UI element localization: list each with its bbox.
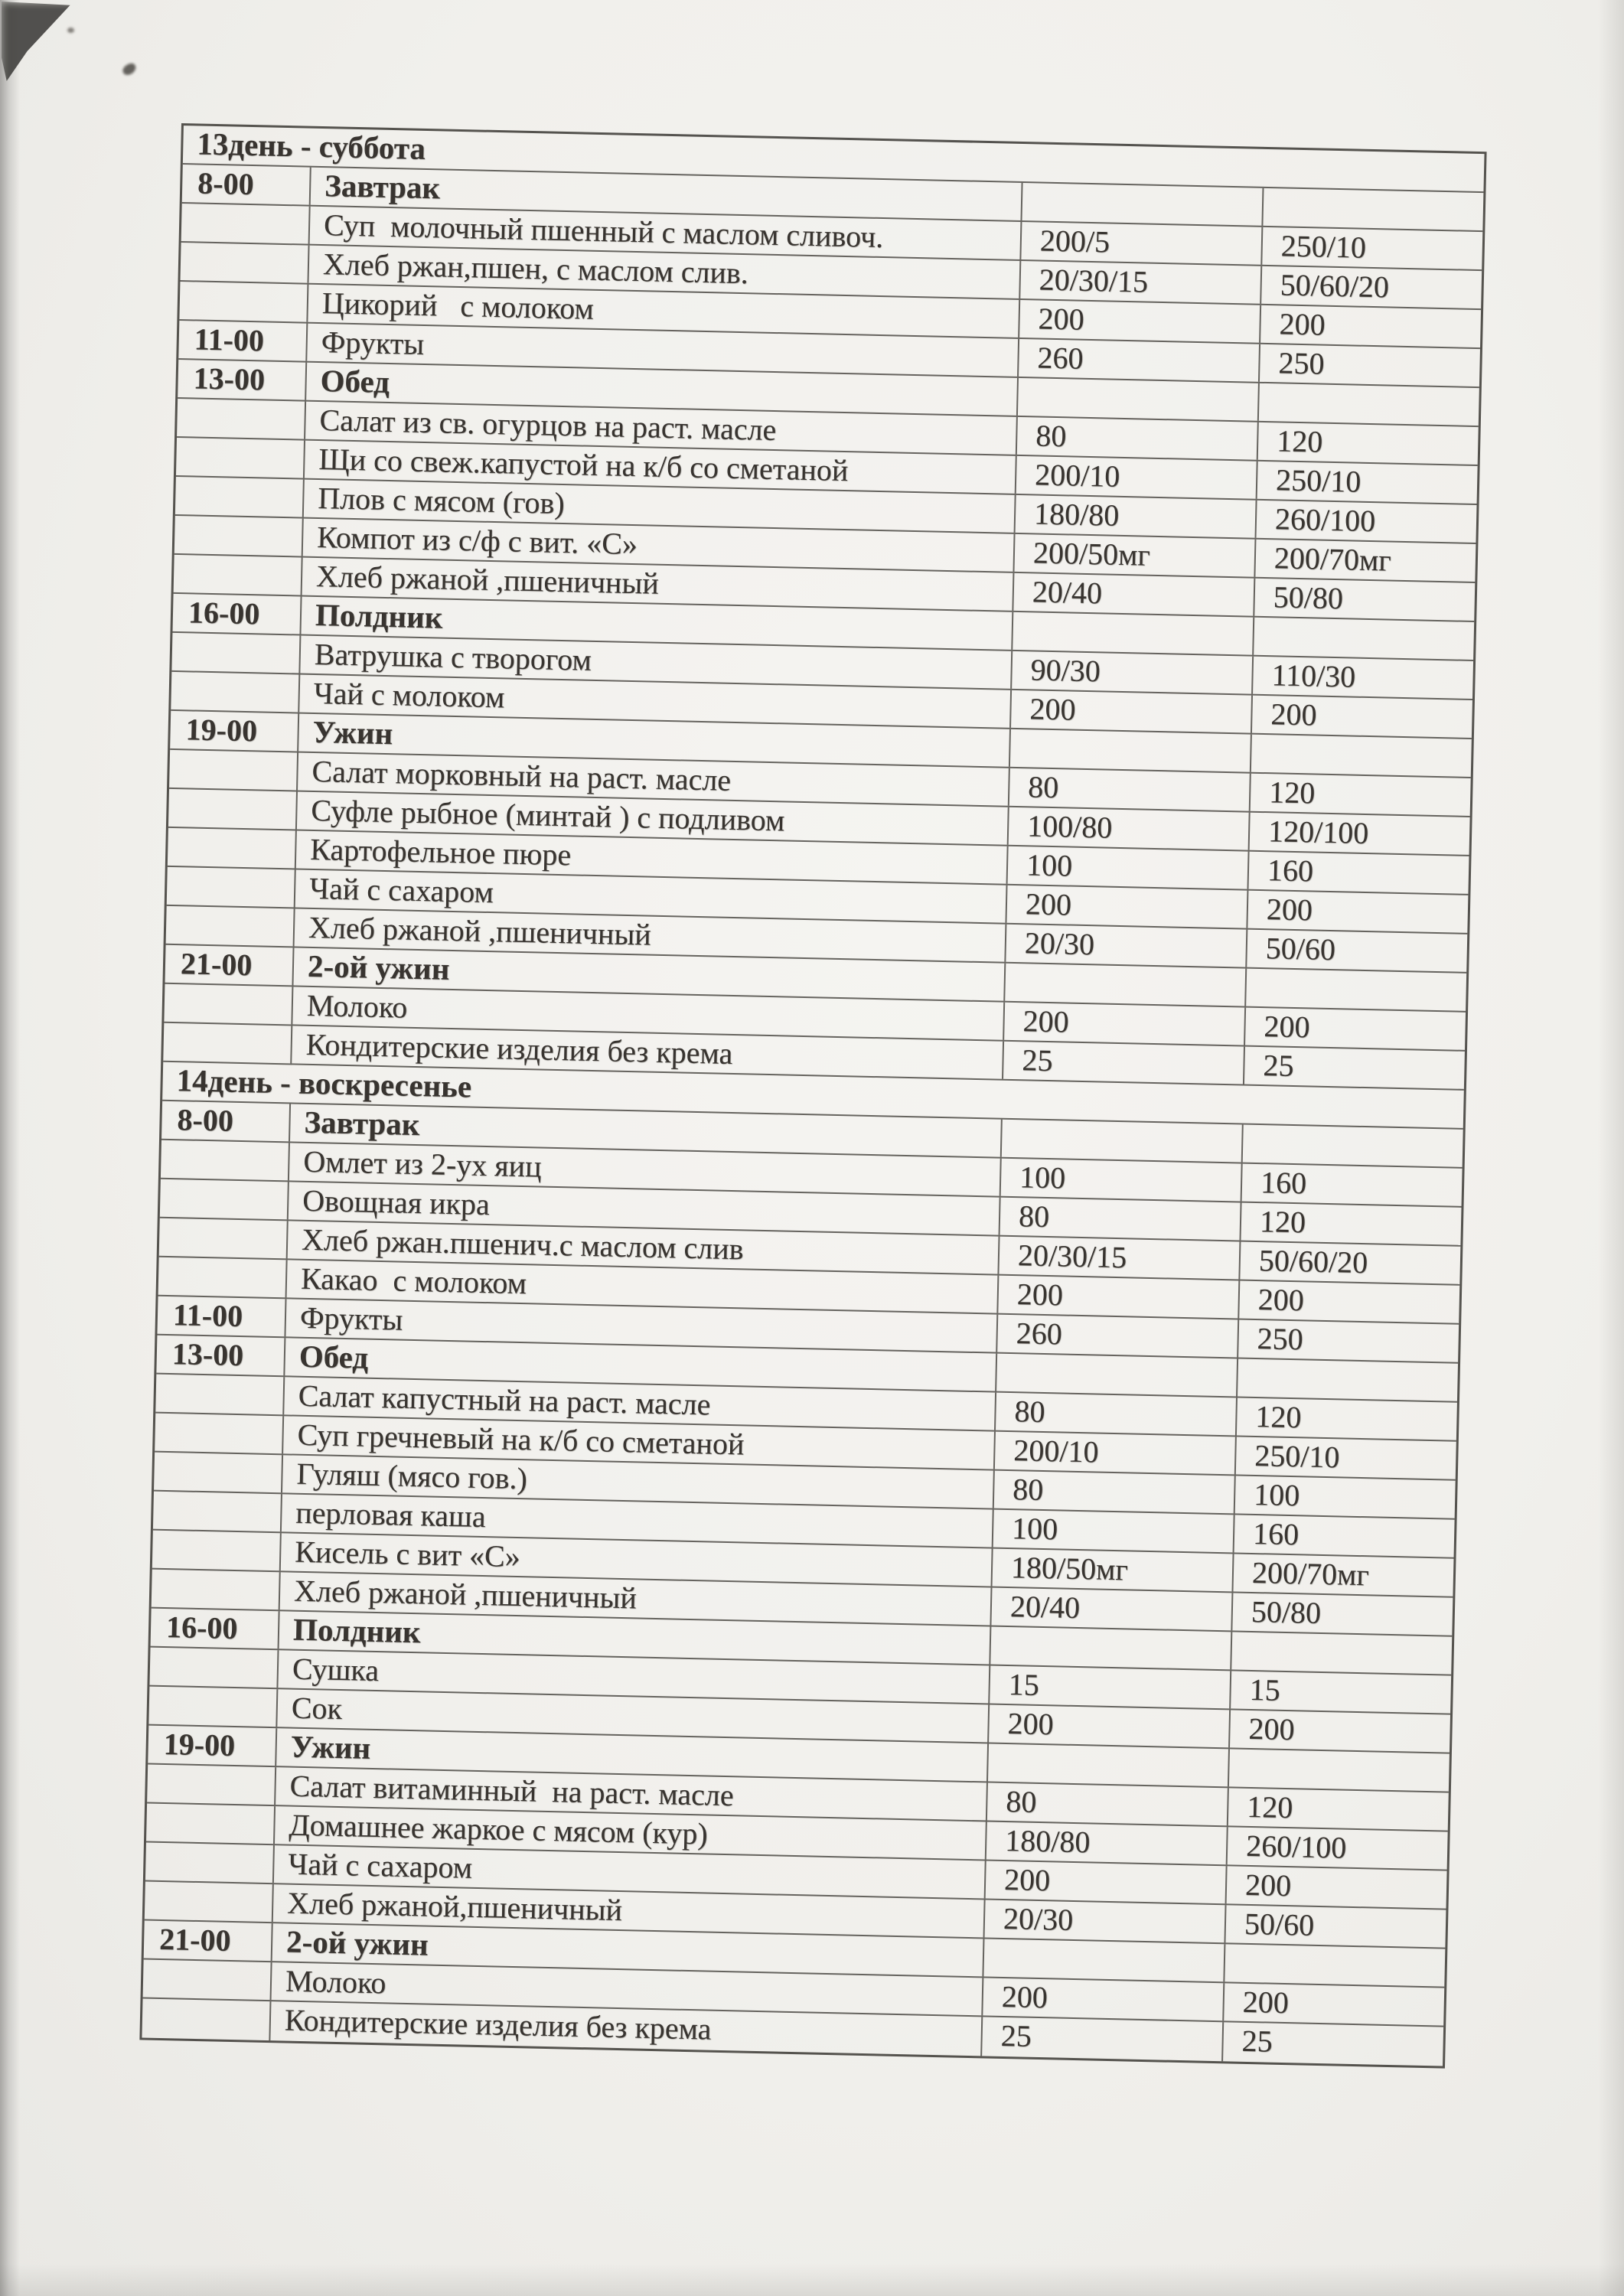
portion-2: 200 [1264, 1009, 1311, 1045]
portion-1: 200 [1011, 690, 1253, 733]
time-label [164, 984, 293, 1025]
portion-2: 120 [1268, 775, 1316, 810]
time-label: 19-00 [170, 711, 299, 752]
time-label: 8-00 [161, 1101, 291, 1142]
portion-2 [1254, 618, 1474, 660]
time-label [148, 1687, 278, 1727]
time-label: 16-00 [173, 594, 302, 634]
dish-name: Картофельное пюре [296, 831, 1009, 884]
portion-1: 20/40 [991, 1588, 1233, 1631]
time-label [177, 399, 306, 439]
time-label [160, 1179, 289, 1220]
portion-2: 200 [1279, 306, 1326, 342]
meal-title: Полдник [301, 597, 1013, 650]
portion-2 [1238, 1359, 1458, 1401]
time-label [147, 1765, 276, 1805]
time-label [152, 1570, 281, 1610]
portion-2: 200 [1248, 1711, 1296, 1747]
time-label [143, 1959, 272, 2000]
portion-2 [1263, 188, 1483, 230]
dish-name: Кисель с вит «С» [281, 1533, 993, 1586]
time-label: 13-00 [178, 360, 307, 400]
portion-1: 200 [1004, 1003, 1246, 1045]
portion-1 [1005, 964, 1247, 1006]
time-label: 8-00 [182, 165, 311, 205]
time-label [171, 633, 301, 673]
portion-2: 120 [1259, 1204, 1306, 1240]
dish-name: Салат из св. огурцов на раст. масле [305, 402, 1018, 455]
dish-name: Какао с молоком [287, 1260, 1000, 1313]
portion-2: 200/70мг [1273, 540, 1392, 578]
dish-name: Хлеб ржаной ,пшеничный [295, 908, 1007, 961]
portion-1: 20/30/15 [1020, 261, 1262, 304]
portion-1 [1013, 612, 1254, 655]
portion-2: 110/30 [1271, 657, 1356, 694]
portion-1 [1002, 1120, 1244, 1163]
portion-2: 160 [1267, 853, 1314, 889]
portion-2: 250 [1257, 1321, 1304, 1357]
time-label [169, 750, 298, 791]
time-label [166, 906, 295, 947]
time-label: 11-00 [178, 321, 308, 361]
portion-2: 120/100 [1267, 814, 1369, 851]
portion-1: 100 [1008, 846, 1250, 889]
portion-2: 160 [1252, 1515, 1300, 1552]
portion-1: 200 [1006, 885, 1248, 928]
dish-name: Кондитерские изделия без крема [292, 1026, 1004, 1078]
portion-1: 25 [982, 2017, 1224, 2061]
portion-1: 20/30/15 [999, 1237, 1241, 1280]
portion-2: 250/10 [1254, 1438, 1340, 1475]
dish-name: Чай с сахаром [274, 1845, 986, 1898]
portion-2: 50/60 [1244, 1906, 1315, 1942]
time-label [179, 282, 308, 322]
portion-1: 100 [1001, 1159, 1243, 1202]
dish-name: Фрукты [285, 1299, 998, 1352]
portion-2: 260/100 [1245, 1828, 1347, 1865]
dish-name: Салат капустный на раст. масле [284, 1377, 996, 1430]
portion-1: 20/30 [1006, 925, 1247, 967]
dish-name: Суфле рыбное (минтай ) с подливом [297, 792, 1009, 845]
time-label [167, 867, 296, 908]
dish-name: Салат морковный на раст. масле [298, 753, 1010, 806]
dish-name: Хлеб ржан,пшен, с маслом слив. [308, 246, 1021, 298]
portion-1: 80 [1009, 768, 1251, 811]
time-label [161, 1140, 290, 1181]
time-label [168, 789, 298, 830]
time-label [181, 204, 311, 244]
portion-1: 200 [998, 1276, 1240, 1319]
meal-title: Обед [306, 363, 1019, 416]
time-label [146, 1804, 276, 1844]
portion-1: 20/30 [985, 1900, 1227, 1942]
portion-2: 200 [1266, 892, 1313, 928]
meal-title: Ужин [276, 1728, 989, 1781]
portion-1: 100/80 [1009, 807, 1251, 850]
scanner-edge-left-shadow [0, 0, 20, 2296]
portion-2: 50/60/20 [1280, 267, 1390, 305]
time-label: 16-00 [151, 1609, 280, 1649]
portion-1: 25 [1003, 1042, 1245, 1084]
portion-1: 80 [994, 1471, 1236, 1514]
time-label [159, 1218, 289, 1259]
portion-2: 250/10 [1275, 462, 1361, 499]
time-label [155, 1375, 285, 1415]
dish-name: Суп молочный пшенный с маслом сливоч. [310, 207, 1022, 259]
portion-1 [990, 1627, 1232, 1670]
meal-title: 2-ой ужин [272, 1923, 985, 1976]
portion-1 [1022, 183, 1264, 226]
portion-2: 100 [1253, 1476, 1300, 1513]
portion-1: 180/50мг [993, 1549, 1234, 1592]
portion-2 [1229, 1749, 1450, 1791]
time-label [154, 1453, 283, 1493]
menu-table [139, 123, 1486, 2069]
meal-title: Полдник [279, 1611, 992, 1664]
portion-1: 200/5 [1021, 222, 1263, 265]
dish-name: Фрукты [307, 324, 1019, 377]
portion-1: 200/10 [1016, 456, 1258, 499]
portion-2 [1231, 1632, 1452, 1674]
time-label [145, 1882, 274, 1923]
portion-1 [1018, 378, 1260, 421]
dish-name: Компот из с/ф с вит. «С» [303, 519, 1016, 572]
dish-name: Салат витаминный на раст. масле [276, 1767, 988, 1820]
dish-name: Гуляш (мясо гов.) [282, 1455, 995, 1508]
portion-2: 50/80 [1251, 1593, 1322, 1630]
portion-1: 180/80 [1016, 495, 1257, 538]
portion-2: 50/80 [1273, 579, 1344, 616]
paper-speck-small [67, 28, 74, 33]
meal-title: 2-ой ужин [293, 947, 1006, 1000]
time-label [158, 1257, 288, 1298]
time-label: 21-00 [144, 1921, 273, 1962]
portion-2: 200 [1270, 696, 1317, 732]
portion-2: 50/60/20 [1258, 1243, 1368, 1280]
portion-2 [1243, 1125, 1463, 1167]
portion-1: 20/40 [1013, 573, 1255, 616]
portion-2: 250/10 [1280, 228, 1367, 265]
time-label [181, 243, 310, 283]
meal-title: Ужин [298, 714, 1011, 767]
time-label [175, 477, 305, 517]
dish-name: Щи со свеж.капустой на к/б со сметаной [305, 441, 1017, 494]
portion-1: 260 [997, 1315, 1239, 1358]
time-label [163, 1023, 292, 1064]
dish-name: Суп гречневый на к/б со сметаной [283, 1416, 996, 1469]
meal-title: Обед [285, 1338, 997, 1391]
portion-1: 200/50мг [1014, 534, 1256, 577]
dish-name: перловая каша [282, 1494, 994, 1547]
portion-1: 80 [1017, 417, 1259, 460]
portion-2: 200 [1257, 1282, 1305, 1318]
portion-2: 120 [1276, 423, 1323, 459]
portion-1: 90/30 [1012, 651, 1254, 694]
dish-name: Чай с молоком [299, 675, 1012, 728]
portion-2: 200/70мг [1251, 1554, 1370, 1593]
scanner-edge-right-shadow [1598, 0, 1624, 2296]
day-title: 14день - воскресенье [176, 1062, 472, 1104]
portion-2: 15 [1249, 1671, 1281, 1707]
time-label [155, 1414, 284, 1454]
dish-name: Ватрушка с творогом [300, 636, 1013, 689]
portion-1: 80 [1000, 1198, 1242, 1241]
time-label: 13-00 [156, 1336, 285, 1376]
scanner-edge-bottom-shadow [0, 2264, 1624, 2296]
dish-name: Хлеб ржаной,пшеничный [273, 1884, 986, 1937]
dish-name: Овощная икра [289, 1182, 1001, 1234]
portion-1: 180/80 [986, 1821, 1228, 1864]
portion-2 [1246, 969, 1466, 1011]
portion-2 [1251, 735, 1472, 777]
time-label: 11-00 [157, 1296, 286, 1337]
portion-1 [988, 1744, 1230, 1787]
portion-2: 200 [1244, 1867, 1292, 1903]
time-label [152, 1531, 282, 1571]
time-label [174, 516, 304, 556]
time-label [174, 555, 303, 595]
portion-2: 200 [1242, 1984, 1290, 2020]
portion-2: 120 [1254, 1399, 1302, 1435]
portion-2: 25 [1262, 1048, 1294, 1083]
dish-name: Домашнее жаркое с мясом (кур) [275, 1806, 987, 1859]
dish-name: Хлеб ржан.пшенич.с маслом слив [288, 1221, 1000, 1274]
portion-1: 80 [987, 1783, 1229, 1826]
portion-2: 120 [1246, 1789, 1293, 1825]
dish-name: Чай с сахаром [295, 869, 1008, 922]
day-title: 13день - суббота [196, 126, 426, 166]
dish-name: Молоко [292, 987, 1005, 1039]
dish-name: Сок [277, 1689, 990, 1742]
dish-name: Хлеб ржаной ,пшеничный [280, 1572, 993, 1625]
time-label [171, 672, 300, 713]
time-label [153, 1492, 282, 1532]
portion-2: 160 [1260, 1165, 1307, 1201]
portion-1: 15 [990, 1666, 1231, 1709]
portion-2: 260/100 [1274, 501, 1376, 539]
time-label [149, 1648, 279, 1688]
paper-speck [121, 62, 138, 77]
portion-1 [1010, 729, 1252, 772]
dish-name: Хлеб ржаной ,пшеничный [302, 558, 1015, 611]
portion-1 [996, 1354, 1238, 1397]
dish-name: Молоко [272, 1962, 984, 2015]
portion-1: 200 [986, 1861, 1228, 1903]
time-label [168, 828, 297, 869]
time-label [142, 1998, 271, 2040]
dish-name: Омлет из 2-ух яиц [289, 1143, 1002, 1195]
dish-name: Сушка [278, 1650, 990, 1703]
portion-1 [983, 1939, 1225, 1981]
time-label: 21-00 [165, 945, 295, 986]
portion-2: 250 [1278, 345, 1325, 381]
portion-2: 50/60 [1265, 931, 1336, 967]
time-label [176, 438, 305, 478]
portion-2 [1259, 383, 1479, 426]
portion-1: 200 [989, 1705, 1231, 1748]
portion-1: 80 [996, 1393, 1238, 1436]
meal-title: Завтрак [290, 1104, 1003, 1156]
portion-1: 100 [993, 1510, 1235, 1553]
dish-name: Кондитерские изделия без крема [270, 2001, 983, 2056]
meal-title: Завтрак [311, 168, 1023, 220]
portion-1: 260 [1019, 339, 1260, 382]
time-label: 19-00 [148, 1726, 277, 1766]
portion-1: 200 [983, 1978, 1225, 2020]
portion-2 [1225, 1944, 1445, 1986]
portion-2: 25 [1241, 2023, 1273, 2059]
dish-name: Плов с мясом (гов) [304, 480, 1016, 533]
time-label [145, 1843, 275, 1883]
dish-name: Цикорий с молоком [308, 285, 1020, 338]
portion-1: 200/10 [995, 1432, 1237, 1475]
portion-1: 200 [1019, 300, 1261, 343]
